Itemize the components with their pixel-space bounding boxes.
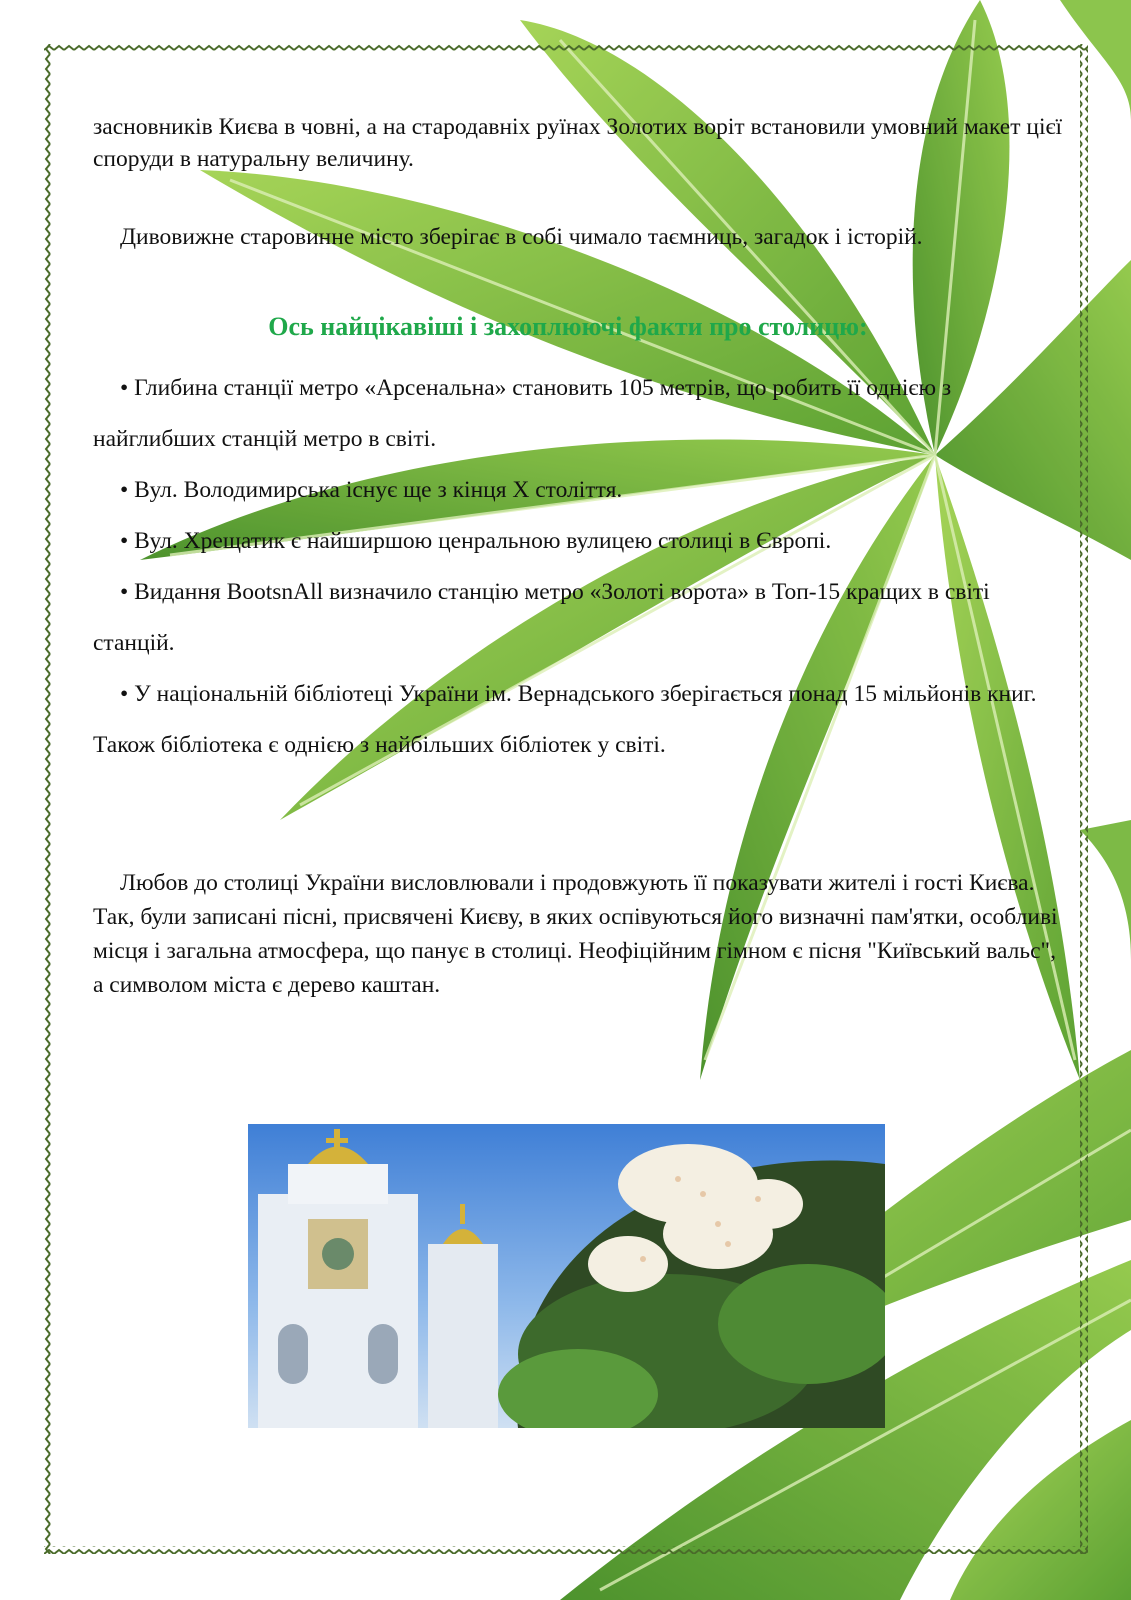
facts-list <box>93 363 1058 771</box>
paragraph-intro: засновників Києва в човні, а на стародавніх руїнах Золотих воріт встановили умовний макет цієї споруди в натуральну величину. <box>93 114 1063 172</box>
list-item: • Вул. Хрещатик є найширшою ценральною вулицею столиці в Європі. <box>120 528 832 554</box>
kyiv-church-chestnut-photo <box>248 1124 885 1428</box>
paragraph-love: Любов до столиці України висловлювали і продовжують її показувати жителі і гості Києва. Так, були записані пісні, присвячені Києву, в яких оспівуються його визначні пам'ятки, особливі місця і загальна атмосфера, що панує в столиці. Неофіційним гімном є пісня "Київський вальс", а символом міста є дерево каштан. <box>93 870 1058 998</box>
facts-heading: Ось найцікавіші і захоплюючі факти про столицю: <box>268 312 868 341</box>
list-item: • Вул. Володимирська існує ще з кінця X століття. <box>120 477 623 503</box>
list-item: • У національній бібліотеці України ім. Вернадського зберігається понад 15 мільйонів книг. Також бібліотека є однією з найбільших бібліотек у світі. <box>93 681 1037 758</box>
list-item: • Видання BootsnAll визначило станцію метро «Золоті ворота» в Топ-15 кращих в світі станцій. <box>93 579 990 656</box>
list-item: • Глибина станції метро «Арсенальна» становить 105 метрів, що робить її однією з найглибших станцій метро в світі. <box>93 375 952 452</box>
paragraph-mystery: Дивовижне старовинне місто зберігає в собі чимало таємниць, загадок і історій. <box>120 224 923 250</box>
